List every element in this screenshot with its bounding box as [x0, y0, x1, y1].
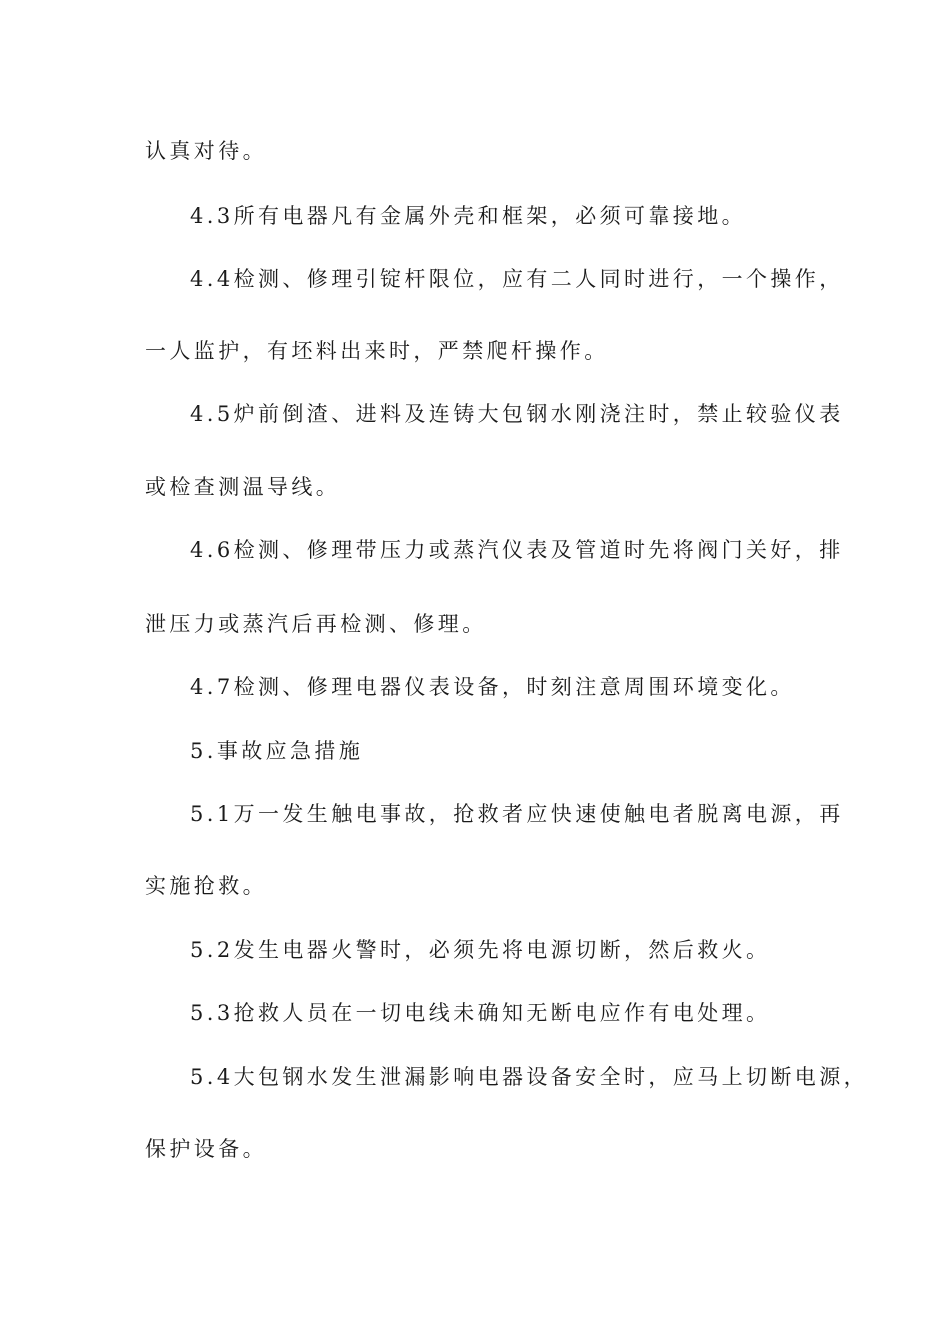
text-line: 5.1万一发生触电事故，抢救者应快速使触电者脱离电源，再 [190, 802, 844, 826]
text-line: 4.7检测、修理电器仪表设备，时刻注意周围环境变化。 [190, 675, 795, 699]
text-line: 5.3抢救人员在一切电线未确知无断电应作有电处理。 [190, 1001, 771, 1025]
text-line: 一人监护，有坯料出来时，严禁爬杆操作。 [145, 339, 609, 363]
text-line: 5.4大包钢水发生泄漏影响电器设备安全时，应马上切断电源， [190, 1065, 868, 1089]
text-line: 泄压力或蒸汽后再检测、修理。 [145, 612, 487, 636]
text-line: 认真对待。 [145, 139, 267, 163]
text-line: 实施抢救。 [145, 874, 267, 898]
section-heading: 5.事故应急措施 [190, 739, 364, 763]
text-line: 4.4检测、修理引锭杆限位，应有二人同时进行，一个操作， [190, 267, 844, 291]
text-line: 4.5炉前倒渣、进料及连铸大包钢水刚浇注时，禁止较验仪表 [190, 402, 844, 426]
text-line: 4.6检测、修理带压力或蒸汽仪表及管道时先将阀门关好，排 [190, 538, 844, 562]
text-line: 5.2发生电器火警时，必须先将电源切断，然后救火。 [190, 938, 771, 962]
text-line: 保护设备。 [145, 1137, 267, 1161]
text-line: 或检查测温导线。 [145, 475, 341, 499]
text-line: 4.3所有电器凡有金属外壳和框架，必须可靠接地。 [190, 204, 746, 228]
